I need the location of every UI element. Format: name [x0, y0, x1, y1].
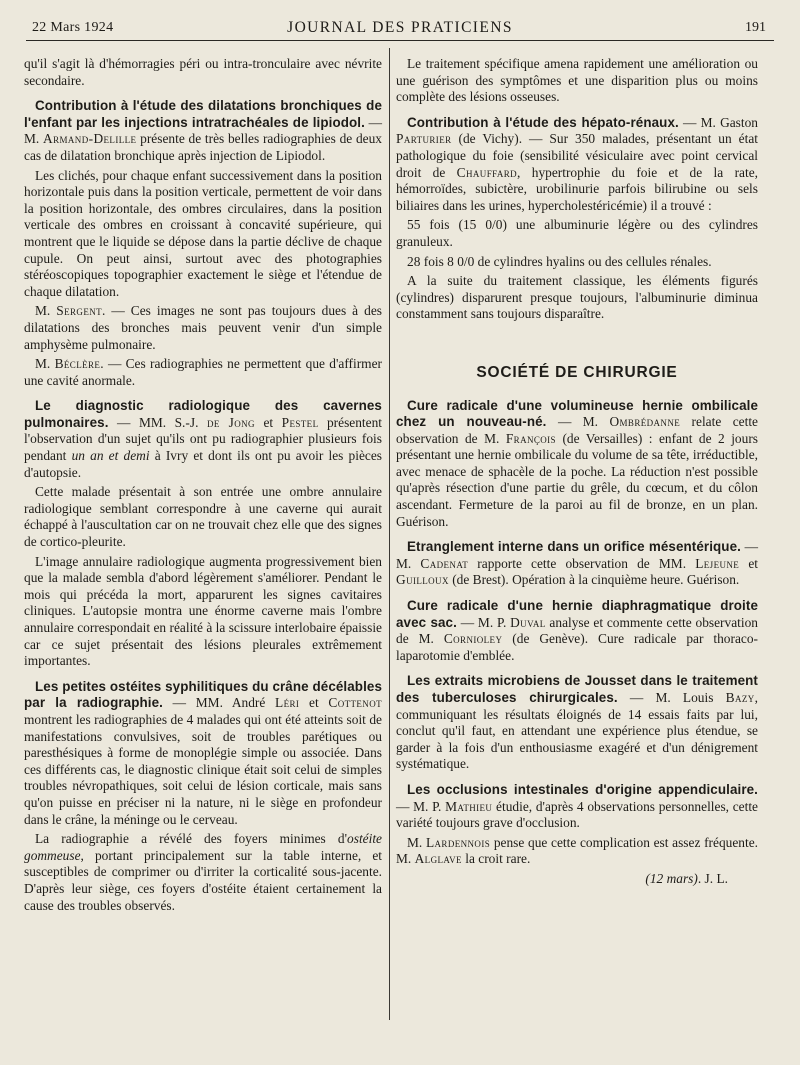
article-title: Contribution à l'étude des hépato-rénaux. — [407, 114, 679, 130]
signature: (12 mars). J. L. — [645, 870, 728, 886]
header-journal-title: JOURNAL DES PRATICIENS — [287, 19, 513, 36]
article-dilatations-bronchiques — [24, 98, 382, 389]
author-name: Pestel — [281, 414, 319, 430]
left-intro: qu'il s'agit là d'hémorragies péri ou intra-tronculaire avec névrite secondaire. — [24, 56, 382, 88]
column-divider — [389, 48, 390, 1020]
right-column — [396, 56, 758, 891]
article-paragraph: Les extraits microbiens de Jousset dans le traitement des tuberculoses chirurgicales. — M. Louis Bazy, communiquant les résultats éloignés de 14 essais faits par lui, conclut qu'il faut, en attendant une expérience plus étendue, se garder à la fois d'un enthousiasme exagéré et d'un dénigrement systématique. — [396, 673, 758, 772]
article-osteites-syphilitiques — [24, 679, 382, 914]
author-name: Duval — [510, 614, 546, 630]
article-paragraph: M. Sergent. — Ces images ne sont pas toujours dues à des dilatations des bronches mais peuvent venir d'un simple amphysème pulmonaire. — [24, 303, 382, 352]
section-heading: SOCIÉTÉ DE CHIRURGIE — [476, 363, 678, 381]
author-name: François — [505, 430, 556, 446]
article-paragraph: 55 fois (15 0/0) une albuminurie légère ou des cylindres granuleux. — [396, 217, 758, 249]
article-hepato-renaux — [396, 115, 758, 323]
article-paragraph: Etranglement interne dans un orifice mésentérique. — M. Cadenat rapporte cette observation de MM. Lejeune et Guilloux (de Brest). Opération à la cinquième heure. Guérison. — [396, 539, 758, 588]
article-title: Les petites ostéites syphilitiques du crâne décélables par la radiographie. — [24, 678, 382, 711]
article-hernie-diaphragmatique — [396, 598, 758, 664]
article-cavernes-pulmonaires — [24, 398, 382, 670]
article-paragraph: Cette malade présentait à son entrée une ombre annulaire radiologique semblant correspondre à une caverne qui aurait échappé à l'auscultation car on ne trouvait chez elle que des signes de cortico-pleurite. — [24, 484, 382, 550]
article-title: Cure radicale d'une volumineuse hernie ombilicale chez un nouveau-né. — [396, 397, 758, 430]
author-name: Alglave — [414, 851, 462, 867]
article-paragraph: Cure radicale d'une volumineuse hernie ombilicale chez un nouveau-né. — M. Ombrédanne relate cette observation de M. François (de Versailles) : enfant de 2 jours présentant une hernie ombilicale du volume de sa tête, irréductible, avec menace de sphacèle de la poche. La réduction n'est possible qu'après résection d'une partie du grêle, du cœcum, et du côlon ascendant. Fermeture de la paroi au fil de bronze, en un plan. Guérison. — [396, 397, 758, 529]
author-name: Lejeune — [695, 555, 740, 571]
author-name: Bazy — [725, 690, 755, 705]
article-etranglement-interne — [396, 539, 758, 589]
author-name: Parturier — [396, 131, 452, 147]
article-title: Contribution à l'étude des dilatations bronchiques de l'enfant par les injections intratrachéales de lipiodol. — [24, 98, 382, 130]
article-paragraph: Contribution à l'étude des dilatations bronchiques de l'enfant par les injections intratrachéales de lipiodol. — M. Armand-Delille présente de très belles radiographies de deux cas de dilatation bronchique après injection de Lipiodol. — [24, 98, 383, 163]
running-header — [26, 20, 774, 41]
article-title: Le diagnostic radiologique des cavernes pulmonaires. — [24, 398, 382, 430]
article-paragraph: 28 fois 8 0/0 de cylindres hyalins ou des cellules rénales. — [407, 253, 712, 269]
article-extraits-microbiens — [396, 673, 758, 773]
page-number: 191 — [745, 20, 766, 35]
article-paragraph: A la suite du traitement classique, les éléments figurés (cylindres) disparurent presque toujours, l'albuminurie diminua constamment sans toujours disparaître. — [396, 273, 758, 322]
article-title: Les occlusions intestinales d'origine appendiculaire. — [407, 781, 758, 797]
author-name: Cottenot — [328, 695, 382, 711]
author-name: Mathieu — [445, 798, 493, 814]
article-paragraph: Les occlusions intestinales d'origine appendiculaire. — M. P. Mathieu étudie, d'après 4 observations personnelles, cette variété toujours grave d'occlusion. — [396, 781, 759, 831]
author-name: de Jong — [206, 414, 255, 430]
author-name: Chauffard — [456, 164, 518, 180]
article-paragraph: Contribution à l'étude des hépato-rénaux. — M. Gaston Parturier (de Vichy). — Sur 350 malades, présentant un état pathologique du foie (sensibilité vésiculaire avec point cervical droit de Chauffard, hypertrophie du foie et de la rate, hémorroïdes, subictère, urobilinurie parfois bilirubine ou sels biliaires dans les urines, hypercholestéricémie) il a trouvé : — [396, 114, 759, 213]
author-name: Armand-Delille — [43, 131, 137, 147]
article-paragraph: L'image annulaire radiologique augmenta progressivement bien que la malade sembla d'abord légèrement s'améliorer. Pendant le mois qui précéda la mort, apparurent les signes cavitaires cliniques. L'autopsie montra une énorme caverne mais l'ombre annulaire correspondait en réalité à la scissure interlobaire épaissie car ce sujet présentait des lésions pleurales extrêmement importantes. — [24, 553, 382, 669]
article-title: Les extraits microbiens de Jousset dans le traitement des tuberculoses chirurgicales. — [396, 673, 758, 705]
article-paragraph: La radiographie a révélé des foyers minimes d'ostéite gommeuse, portant principalement sur la table interne, et susceptibles de comprimer ou d'irriter la corticalité sous-jacente. D'après leur siège, ces foyers d'ostéite étaient certainement la cause des troubles observés. — [24, 831, 382, 913]
article-paragraph: Cure radicale d'une hernie diaphragmatique droite avec sac. — M. P. Duval analyse et commente cette observation de M. Cornioley (de Genève). Cure radicale par thoraco-laparotomie d'emblée. — [396, 598, 758, 663]
author-name: Sergent — [56, 303, 103, 319]
author-name: Lardennois — [425, 834, 491, 850]
author-name: Léri — [275, 695, 300, 711]
author-name: Cornioley — [443, 631, 503, 647]
article-paragraph: Les clichés, pour chaque enfant successivement dans la position horizontale puis dans la position verticale, permettent de voir dans la position horizontale, des ombres circulaires, dans la position verticale des ombres en croissant à concavité supérieure, qui montrent que le liquide se dépose dans la partie déclive de chaque cupule. On peut ainsi, surtout avec des photographies stéréoscopiques topographier exactement le siège et l'étendue de chaque dilatation. — [24, 167, 382, 299]
right-intro: Le traitement spécifique amena rapidement une amélioration ou une guérison des symptômes et une disparition plus ou moins complète des lésions osseuses. — [396, 56, 758, 105]
article-paragraph: Les petites ostéites syphilitiques du crâne décélables par la radiographie. — MM. André Léri et Cottenot montrent les radiographies de 4 malades qui ont été atteints soit de manifestations convulsives, soit de troubles parétiques ou paresthésiques à forme de monoplégie simple ou associée. Dans ces différents cas, le diagnostic clinique était soit celui de simples troubles névropathiques, soit celui de lésion corticale, mais sans qu'on puisse en préciser ni la nature, ni le siège en profondeur dans le crâne, la méninge ou le cerveau. — [24, 678, 382, 827]
header-date: 22 Mars 1924 — [32, 20, 114, 35]
article-hernie-ombilicale — [396, 398, 758, 531]
article-paragraph: Le diagnostic radiologique des cavernes pulmonaires. — MM. S.-J. de Jong et Pestel présentent l'observation d'un sujet qu'ils ont pu radiographier plusieurs fois pendant un an et demi à Ivry et dont ils ont pu avoir les pièces d'autopsie. — [24, 398, 382, 480]
article-title: Cure radicale d'une hernie diaphragmatique droite avec sac. — [396, 598, 758, 630]
left-column — [24, 56, 382, 917]
article-paragraph: M. Béclère. — Ces radiographies ne permettent que d'affirmer une cavité anormale. — [24, 356, 383, 388]
article-paragraph: M. Lardennois pense que cette complication est assez fréquente. M. Alglave la croit rare. — [396, 834, 758, 867]
article-title: Etranglement interne dans un orifice mésentérique. — [407, 539, 741, 555]
author-name: Guilloux — [396, 572, 449, 588]
author-name: Béclère — [54, 356, 101, 372]
author-name: Ombrédanne — [609, 414, 681, 430]
author-name: Cadenat — [420, 555, 469, 571]
article-occlusions-intestinales — [396, 782, 758, 888]
